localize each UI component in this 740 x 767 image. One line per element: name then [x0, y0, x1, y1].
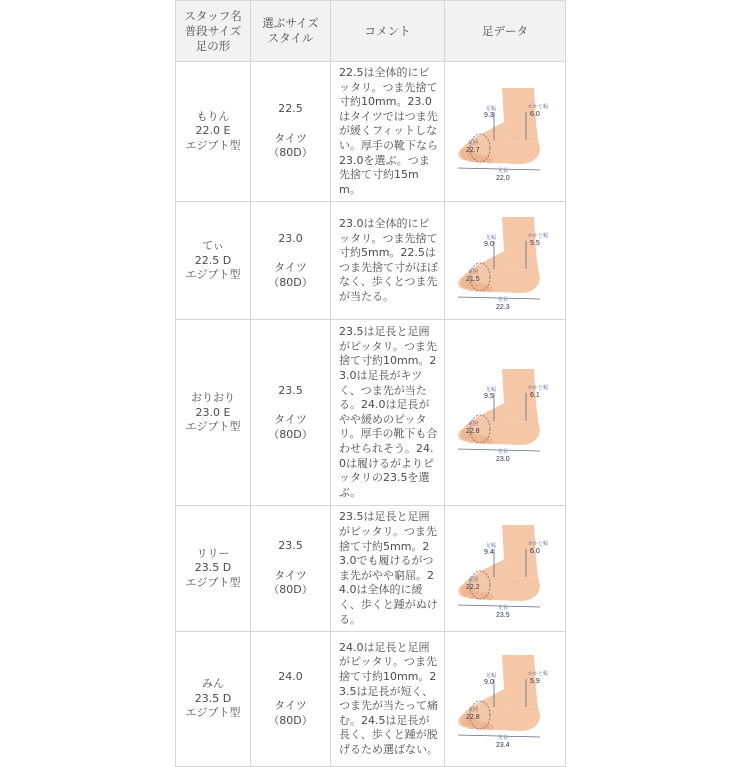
comment-cell: 24.0は足長と足囲がピッタリ。つま先捨て寸約10mm。23.5は足長が短く、つま先が当たって痛む。24.5は足長が長く、歩くと踵が脱げるため選ばない。	[331, 632, 445, 767]
girth-label: 足囲	[468, 139, 479, 146]
size-cell	[251, 632, 331, 767]
table-row	[176, 506, 566, 632]
staff-cell	[176, 202, 251, 320]
foot-diagram	[450, 82, 560, 182]
staff-name: みん	[202, 677, 224, 691]
style-name: タイツ	[274, 568, 307, 582]
staff-name: もりん	[196, 109, 230, 123]
style-denier: （80D）	[268, 427, 313, 441]
size-cell	[251, 506, 331, 632]
instep-value: 6.0	[530, 547, 540, 555]
staff-cell	[176, 506, 251, 632]
instep-label: かかと幅	[528, 540, 549, 547]
foot-shape: エジプト型	[185, 706, 241, 720]
foot-data-cell	[445, 320, 566, 506]
instep-value: 5.5	[530, 239, 540, 247]
instep-value: 5.9	[530, 678, 540, 686]
foot-toe	[487, 724, 494, 731]
header-footdata: 足データ	[445, 1, 566, 62]
height-label: 足幅	[486, 542, 497, 549]
style-name: タイツ	[274, 699, 307, 713]
height-label: 足幅	[486, 673, 497, 680]
instep-label: かかと幅	[528, 103, 549, 110]
comment-cell: 22.5は全体的にピッタリ。つま先捨て寸約10mm。23.0はタイツではつま先が緩くフィットしない。厚手の靴下なら23.0を選ぶ。つま先捨て寸約15mm。	[331, 62, 445, 202]
foot-diagram	[450, 649, 560, 749]
style-name: タイツ	[274, 131, 307, 145]
foot-shape: エジプト型	[185, 420, 241, 434]
girth-value: 21.5	[466, 275, 480, 283]
style-name: タイツ	[274, 261, 307, 275]
instep-value: 6.0	[530, 110, 540, 118]
foot-diagram	[450, 211, 560, 311]
header-staff-line2: 普段サイズ	[184, 23, 242, 38]
height-label: 足幅	[486, 105, 497, 112]
table-row	[176, 62, 566, 202]
instep-label: かかと幅	[528, 384, 549, 391]
length-value: 23.5	[496, 611, 510, 619]
chosen-size: 23.5	[278, 383, 303, 397]
table-row	[176, 202, 566, 320]
height-value: 9.0	[484, 240, 494, 248]
fitting-table	[175, 0, 566, 767]
header-size-line1: 選ぶサイズ	[262, 16, 319, 30]
style-name: タイツ	[274, 413, 307, 427]
girth-value: 22.8	[466, 427, 480, 435]
foot-toe	[487, 593, 494, 600]
staff-name: おりおり	[191, 391, 235, 405]
foot-shape: エジプト型	[185, 138, 241, 152]
size-cell	[251, 320, 331, 506]
length-label: 足長	[498, 167, 509, 174]
girth-label: 足囲	[468, 268, 479, 275]
fitting-table-container	[175, 0, 565, 756]
girth-label: 足囲	[468, 707, 479, 714]
table-row	[176, 632, 566, 767]
staff-name: てぃ	[202, 239, 224, 253]
header-staff-line1: スタッフ名	[184, 8, 242, 23]
foot-data-cell	[445, 506, 566, 632]
foot-data-cell	[445, 632, 566, 767]
chosen-size: 24.0	[278, 669, 303, 683]
table-header-row	[176, 1, 566, 62]
usual-size: 23.0 E	[195, 405, 231, 419]
header-comment: コメント	[331, 1, 445, 62]
height-value: 9.5	[484, 392, 494, 400]
girth-label: 足囲	[468, 576, 479, 583]
staff-cell	[176, 62, 251, 202]
chosen-size: 23.0	[278, 231, 303, 245]
foot-data-cell	[445, 202, 566, 320]
header-staff-line3: 足の形	[195, 38, 231, 53]
foot-toe	[487, 156, 494, 163]
style-denier: （80D）	[268, 713, 313, 727]
size-cell	[251, 202, 331, 320]
length-label: 足長	[498, 604, 509, 611]
staff-cell	[176, 320, 251, 506]
comment-cell: 23.5は足長と足囲がピッタリ。つま先捨て寸約10mm。23.0は足長がキツく、つま先が当たる。24.0は足長がやや緩めのピッタリ。厚手の靴下も合わせられそう。24.0は履けるがよりピッタリの23.5を選ぶ。	[331, 320, 445, 506]
length-value: 23.4	[496, 742, 510, 750]
foot-diagram	[450, 519, 560, 619]
header-size	[251, 1, 331, 62]
height-value: 9.3	[484, 111, 494, 119]
style-denier: （80D）	[268, 146, 313, 160]
height-label: 足幅	[486, 386, 497, 393]
length-value: 23.0	[496, 455, 510, 463]
usual-size: 23.5 D	[194, 561, 232, 575]
length-label: 足長	[498, 735, 509, 742]
header-staff	[176, 1, 251, 62]
foot-shape: エジプト型	[185, 268, 241, 282]
girth-label: 足囲	[468, 420, 479, 427]
style-denier: （80D）	[268, 583, 313, 597]
staff-cell	[176, 632, 251, 767]
usual-size: 22.0 E	[195, 124, 231, 138]
girth-value: 22.8	[466, 714, 480, 722]
chosen-size: 23.5	[278, 539, 303, 553]
chosen-size: 22.5	[278, 102, 303, 116]
foot-diagram	[450, 363, 560, 463]
usual-size: 22.5 D	[194, 253, 232, 267]
height-label: 足幅	[486, 234, 497, 241]
size-cell	[251, 62, 331, 202]
foot-data-cell	[445, 62, 566, 202]
foot-toe	[487, 437, 494, 444]
table-row	[176, 320, 566, 506]
style-denier: （80D）	[268, 275, 313, 289]
girth-value: 22.2	[466, 583, 480, 591]
foot-toe	[487, 285, 494, 292]
instep-value: 6.1	[530, 391, 540, 399]
length-label: 足長	[498, 296, 509, 303]
header-size-line2: スタイル	[267, 31, 314, 45]
staff-name: リリー	[196, 546, 230, 560]
height-value: 9.0	[484, 679, 494, 687]
comment-cell: 23.5は足長と足囲がピッタリ。つま先捨て寸約5mm。23.0でも履けるがつま先がやや窮屈。24.0は全体的に緩く、歩くと踵がぬける。	[331, 506, 445, 632]
comment-cell: 23.0は全体的にピッタリ。つま先捨て寸約5mm。22.5はつま先捨て寸がほぼなく、歩くとつま先が当たる。	[331, 202, 445, 320]
instep-label: かかと幅	[528, 671, 549, 678]
foot-shape: エジプト型	[185, 575, 241, 589]
girth-value: 22.7	[466, 146, 480, 154]
instep-label: かかと幅	[528, 232, 549, 239]
height-value: 9.4	[484, 548, 494, 556]
length-value: 22.0	[496, 174, 510, 182]
usual-size: 23.5 D	[194, 691, 232, 705]
length-label: 足長	[498, 448, 509, 455]
length-value: 22.3	[496, 303, 510, 311]
